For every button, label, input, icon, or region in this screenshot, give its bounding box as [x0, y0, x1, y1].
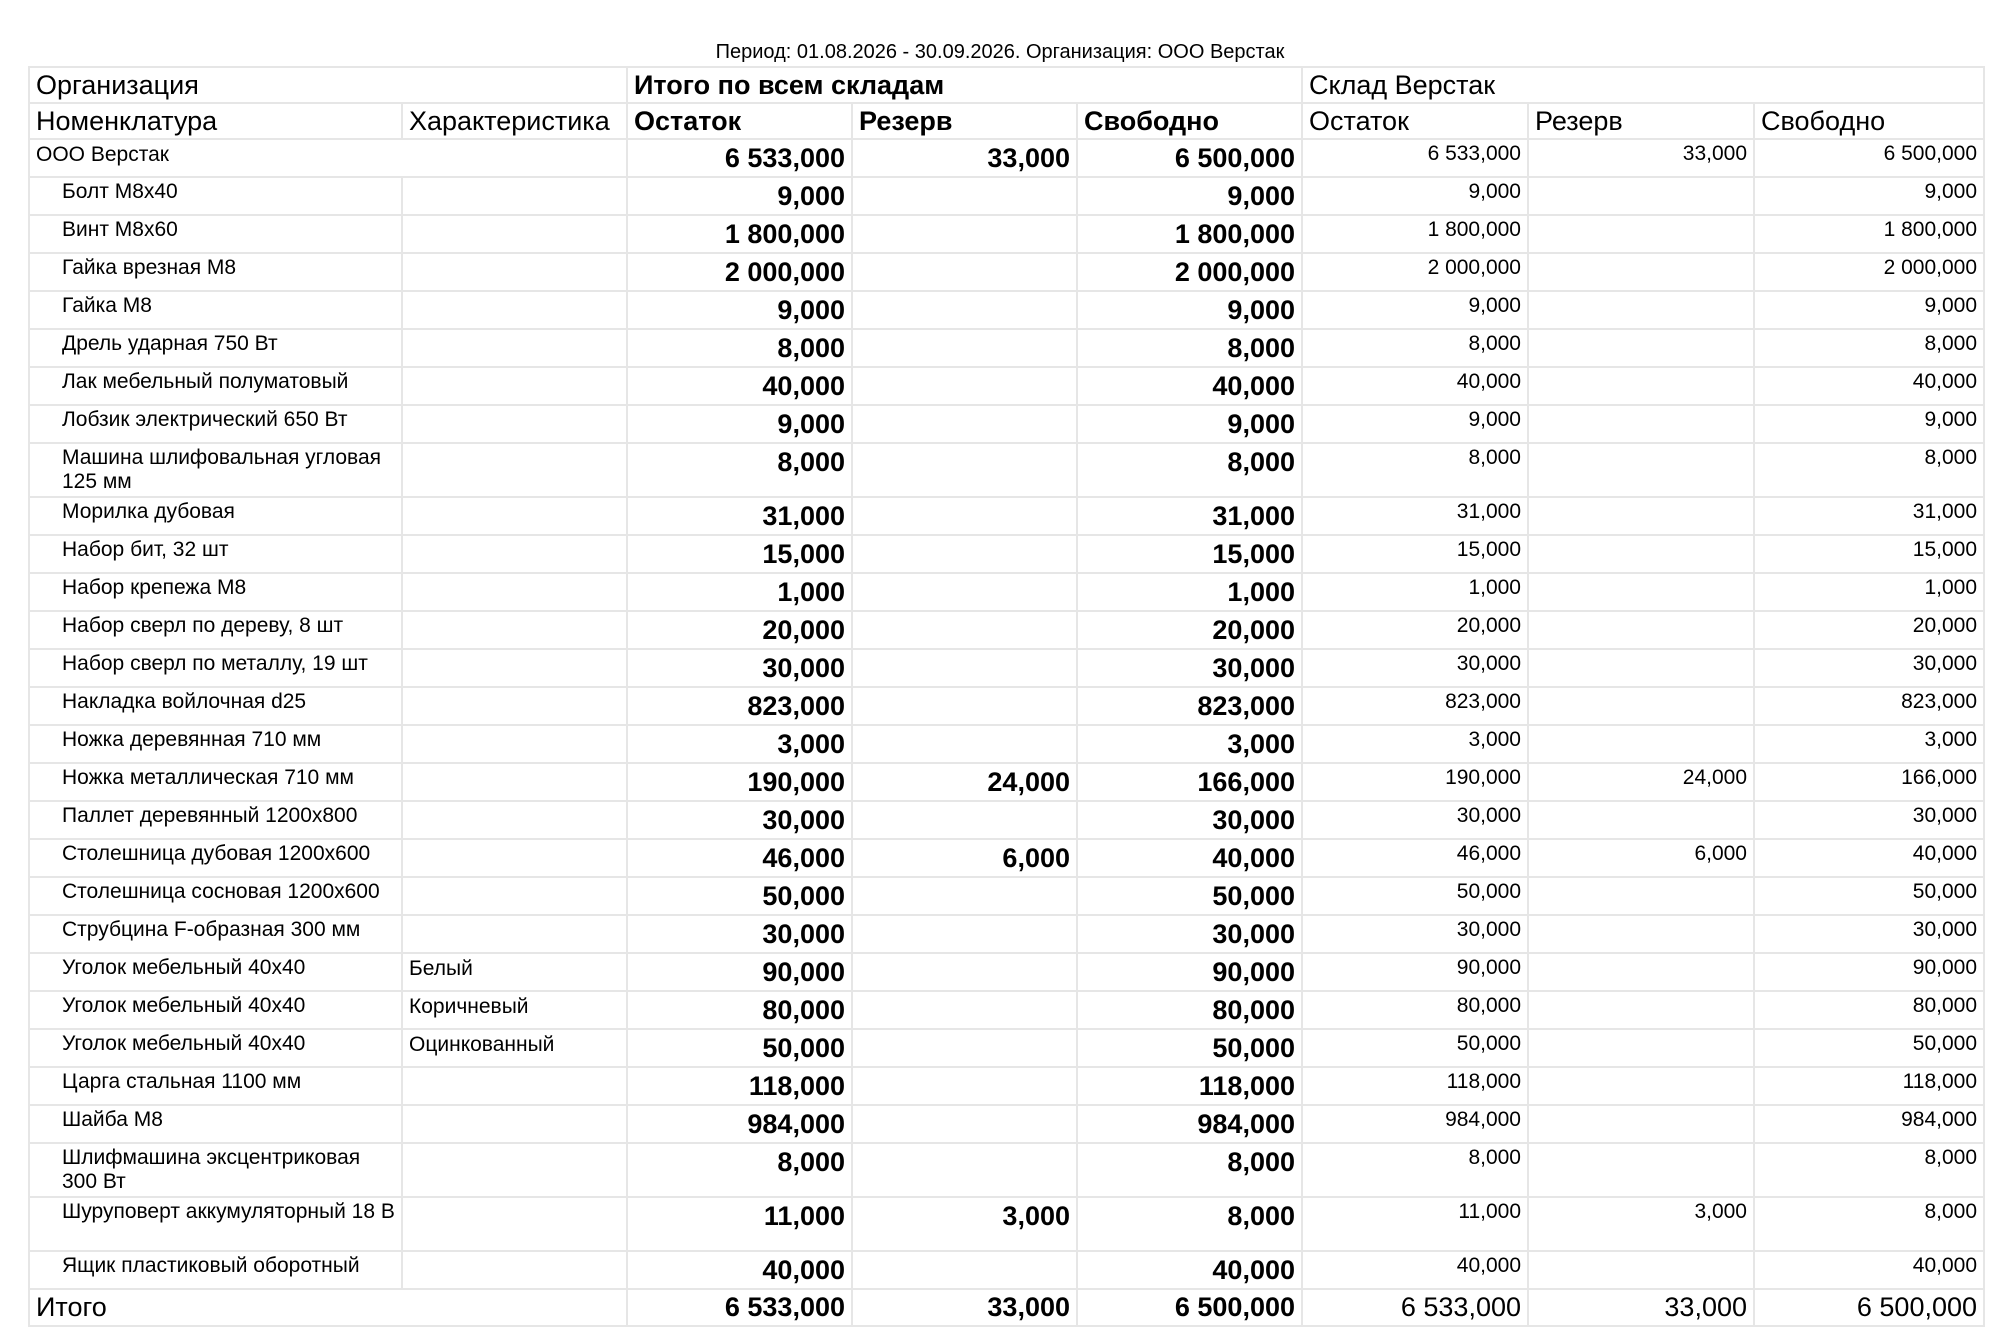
item-free: 8,000: [1077, 1197, 1302, 1251]
item-warehouse-free: 3,000: [1754, 725, 1984, 763]
item-reserve: [852, 1029, 1077, 1067]
col-warehouse-remainder: Остаток: [1302, 103, 1528, 139]
item-free: 823,000: [1077, 687, 1302, 725]
item-characteristic: [402, 725, 627, 763]
item-name: Гайка М8: [29, 291, 402, 329]
item-name: Лак мебельный полуматовый: [29, 367, 402, 405]
item-name: Шайба М8: [29, 1105, 402, 1143]
item-free: 80,000: [1077, 991, 1302, 1029]
item-warehouse-remainder: 11,000: [1302, 1197, 1528, 1251]
item-free: 118,000: [1077, 1067, 1302, 1105]
item-free: 15,000: [1077, 535, 1302, 573]
item-remainder: 40,000: [627, 1251, 852, 1289]
item-reserve: [852, 535, 1077, 573]
total-warehouse-remainder: 6 533,000: [1302, 1289, 1528, 1326]
item-warehouse-free: 40,000: [1754, 839, 1984, 877]
item-characteristic: [402, 915, 627, 953]
item-free: 90,000: [1077, 953, 1302, 991]
item-reserve: [852, 573, 1077, 611]
item-warehouse-free: 15,000: [1754, 535, 1984, 573]
table-row: [29, 443, 1984, 497]
item-free: 30,000: [1077, 915, 1302, 953]
item-warehouse-reserve: [1528, 535, 1754, 573]
item-warehouse-reserve: 24,000: [1528, 763, 1754, 801]
col-group-total-all-warehouses: Итого по всем складам: [627, 67, 1302, 103]
item-name: Уголок мебельный 40х40: [29, 991, 402, 1029]
table-row: [29, 611, 1984, 649]
table-row: [29, 915, 1984, 953]
table-row: [29, 801, 1984, 839]
item-reserve: [852, 497, 1077, 535]
table-row: [29, 535, 1984, 573]
total-warehouse-free: 6 500,000: [1754, 1289, 1984, 1326]
item-warehouse-reserve: [1528, 177, 1754, 215]
table-row: [29, 763, 1984, 801]
item-warehouse-reserve: [1528, 573, 1754, 611]
col-nomenclature: Номенклатура: [29, 103, 402, 139]
item-characteristic: [402, 1143, 627, 1197]
item-remainder: 40,000: [627, 367, 852, 405]
item-free: 166,000: [1077, 763, 1302, 801]
item-remainder: 31,000: [627, 497, 852, 535]
item-free: 8,000: [1077, 1143, 1302, 1197]
item-characteristic: [402, 253, 627, 291]
item-reserve: [852, 405, 1077, 443]
item-warehouse-remainder: 40,000: [1302, 1251, 1528, 1289]
item-warehouse-free: 8,000: [1754, 1143, 1984, 1197]
item-warehouse-free: 20,000: [1754, 611, 1984, 649]
item-reserve: [852, 991, 1077, 1029]
item-reserve: [852, 329, 1077, 367]
item-warehouse-remainder: 9,000: [1302, 405, 1528, 443]
item-warehouse-remainder: 80,000: [1302, 991, 1528, 1029]
item-warehouse-free: 30,000: [1754, 915, 1984, 953]
item-reserve: 6,000: [852, 839, 1077, 877]
table-row: [29, 725, 1984, 763]
item-warehouse-free: 31,000: [1754, 497, 1984, 535]
item-free: 9,000: [1077, 291, 1302, 329]
table-row: [29, 877, 1984, 915]
item-name: Ножка деревянная 710 мм: [29, 725, 402, 763]
item-free: 9,000: [1077, 177, 1302, 215]
item-reserve: [852, 215, 1077, 253]
item-reserve: [852, 915, 1077, 953]
item-warehouse-free: 9,000: [1754, 177, 1984, 215]
item-characteristic: [402, 611, 627, 649]
item-warehouse-reserve: [1528, 1067, 1754, 1105]
item-characteristic: [402, 839, 627, 877]
item-warehouse-free: 50,000: [1754, 877, 1984, 915]
item-warehouse-free: 8,000: [1754, 443, 1984, 497]
item-warehouse-reserve: [1528, 367, 1754, 405]
org-free: 6 500,000: [1077, 139, 1302, 177]
organization-name: ООО Верстак: [29, 139, 627, 177]
item-remainder: 1,000: [627, 573, 852, 611]
item-warehouse-remainder: 40,000: [1302, 367, 1528, 405]
item-characteristic: [402, 535, 627, 573]
table-row: [29, 573, 1984, 611]
item-warehouse-remainder: 984,000: [1302, 1105, 1528, 1143]
table-row: [29, 1029, 1984, 1067]
item-warehouse-remainder: 3,000: [1302, 725, 1528, 763]
item-remainder: 30,000: [627, 801, 852, 839]
item-warehouse-free: 30,000: [1754, 801, 1984, 839]
table-row: [29, 1197, 1984, 1251]
item-free: 40,000: [1077, 367, 1302, 405]
item-warehouse-remainder: 823,000: [1302, 687, 1528, 725]
item-name: Уголок мебельный 40х40: [29, 1029, 402, 1067]
item-remainder: 80,000: [627, 991, 852, 1029]
item-warehouse-reserve: [1528, 405, 1754, 443]
item-warehouse-reserve: [1528, 1251, 1754, 1289]
item-warehouse-remainder: 15,000: [1302, 535, 1528, 573]
item-characteristic: Белый: [402, 953, 627, 991]
item-warehouse-reserve: [1528, 915, 1754, 953]
col-remainder: Остаток: [627, 103, 852, 139]
item-name: Столешница дубовая 1200х600: [29, 839, 402, 877]
col-free: Свободно: [1077, 103, 1302, 139]
item-characteristic: [402, 1067, 627, 1105]
stock-report-table: [28, 66, 1985, 1327]
item-reserve: [852, 687, 1077, 725]
table-row: [29, 1143, 1984, 1197]
total-free: 6 500,000: [1077, 1289, 1302, 1326]
item-warehouse-remainder: 90,000: [1302, 953, 1528, 991]
item-warehouse-reserve: [1528, 497, 1754, 535]
item-characteristic: [402, 687, 627, 725]
item-warehouse-reserve: [1528, 611, 1754, 649]
table-row: [29, 215, 1984, 253]
item-name: Набор сверл по металлу, 19 шт: [29, 649, 402, 687]
col-warehouse-free: Свободно: [1754, 103, 1984, 139]
item-reserve: 3,000: [852, 1197, 1077, 1251]
item-free: 20,000: [1077, 611, 1302, 649]
item-warehouse-reserve: [1528, 687, 1754, 725]
total-label: Итого: [29, 1289, 627, 1326]
col-warehouse-reserve: Резерв: [1528, 103, 1754, 139]
item-free: 3,000: [1077, 725, 1302, 763]
item-warehouse-remainder: 8,000: [1302, 1143, 1528, 1197]
table-row: [29, 177, 1984, 215]
item-remainder: 30,000: [627, 649, 852, 687]
item-remainder: 984,000: [627, 1105, 852, 1143]
item-name: Набор бит, 32 шт: [29, 535, 402, 573]
item-name: Шуруповерт аккумуляторный 18 В: [29, 1197, 402, 1251]
item-remainder: 50,000: [627, 1029, 852, 1067]
item-name: Ножка металлическая 710 мм: [29, 763, 402, 801]
item-name: Набор крепежа М8: [29, 573, 402, 611]
col-group-warehouse: Склад Верстак: [1302, 67, 1984, 103]
item-remainder: 8,000: [627, 443, 852, 497]
item-warehouse-remainder: 1,000: [1302, 573, 1528, 611]
item-characteristic: [402, 1197, 627, 1251]
col-organization: Организация: [29, 67, 627, 103]
item-characteristic: [402, 1251, 627, 1289]
item-warehouse-free: 9,000: [1754, 291, 1984, 329]
item-warehouse-remainder: 20,000: [1302, 611, 1528, 649]
total-row: [29, 1289, 1984, 1326]
item-name: Набор сверл по дереву, 8 шт: [29, 611, 402, 649]
item-reserve: 24,000: [852, 763, 1077, 801]
item-remainder: 9,000: [627, 291, 852, 329]
item-warehouse-remainder: 9,000: [1302, 291, 1528, 329]
item-warehouse-remainder: 31,000: [1302, 497, 1528, 535]
item-reserve: [852, 177, 1077, 215]
item-remainder: 9,000: [627, 405, 852, 443]
item-characteristic: [402, 443, 627, 497]
item-free: 8,000: [1077, 443, 1302, 497]
item-warehouse-reserve: [1528, 329, 1754, 367]
item-warehouse-remainder: 30,000: [1302, 649, 1528, 687]
item-warehouse-reserve: 3,000: [1528, 1197, 1754, 1251]
item-characteristic: [402, 405, 627, 443]
item-warehouse-reserve: [1528, 1105, 1754, 1143]
table-row: [29, 839, 1984, 877]
item-name: Болт М8х40: [29, 177, 402, 215]
item-warehouse-free: 984,000: [1754, 1105, 1984, 1143]
item-remainder: 30,000: [627, 915, 852, 953]
item-remainder: 20,000: [627, 611, 852, 649]
item-name: Морилка дубовая: [29, 497, 402, 535]
item-warehouse-reserve: [1528, 1143, 1754, 1197]
item-free: 40,000: [1077, 1251, 1302, 1289]
item-warehouse-free: 1,000: [1754, 573, 1984, 611]
header-row-2: [29, 103, 1984, 139]
item-reserve: [852, 725, 1077, 763]
item-remainder: 190,000: [627, 763, 852, 801]
organization-row: [29, 139, 1984, 177]
item-warehouse-free: 30,000: [1754, 649, 1984, 687]
item-free: 1,000: [1077, 573, 1302, 611]
item-free: 9,000: [1077, 405, 1302, 443]
item-characteristic: [402, 877, 627, 915]
item-warehouse-free: 8,000: [1754, 1197, 1984, 1251]
item-name: Уголок мебельный 40х40: [29, 953, 402, 991]
report-period-title: Период: 01.08.2026 - 30.09.2026. Организация: ООО Верстак: [715, 41, 1285, 63]
col-characteristic: Характеристика: [402, 103, 627, 139]
item-characteristic: [402, 497, 627, 535]
item-free: 30,000: [1077, 649, 1302, 687]
item-warehouse-reserve: [1528, 253, 1754, 291]
item-characteristic: [402, 367, 627, 405]
item-remainder: 90,000: [627, 953, 852, 991]
item-reserve: [852, 611, 1077, 649]
item-name: Столешница сосновая 1200х600: [29, 877, 402, 915]
item-name: Накладка войлочная d25: [29, 687, 402, 725]
item-warehouse-remainder: 2 000,000: [1302, 253, 1528, 291]
item-warehouse-free: 40,000: [1754, 1251, 1984, 1289]
item-remainder: 118,000: [627, 1067, 852, 1105]
item-name: Лобзик электрический 650 Вт: [29, 405, 402, 443]
table-row: [29, 291, 1984, 329]
item-reserve: [852, 953, 1077, 991]
item-warehouse-reserve: [1528, 1029, 1754, 1067]
item-free: 40,000: [1077, 839, 1302, 877]
total-reserve: 33,000: [852, 1289, 1077, 1326]
item-characteristic: [402, 291, 627, 329]
table-row: [29, 497, 1984, 535]
table-row: [29, 1105, 1984, 1143]
item-free: 2 000,000: [1077, 253, 1302, 291]
item-characteristic: [402, 1105, 627, 1143]
item-warehouse-free: 166,000: [1754, 763, 1984, 801]
item-warehouse-free: 9,000: [1754, 405, 1984, 443]
org-warehouse-reserve: 33,000: [1528, 139, 1754, 177]
item-free: 8,000: [1077, 329, 1302, 367]
item-remainder: 8,000: [627, 1143, 852, 1197]
item-warehouse-remainder: 50,000: [1302, 1029, 1528, 1067]
table-row: [29, 405, 1984, 443]
table-row: [29, 253, 1984, 291]
item-name: Гайка врезная М8: [29, 253, 402, 291]
item-free: 31,000: [1077, 497, 1302, 535]
item-characteristic: Оцинкованный: [402, 1029, 627, 1067]
item-warehouse-reserve: [1528, 215, 1754, 253]
item-remainder: 3,000: [627, 725, 852, 763]
item-name: Царга стальная 1100 мм: [29, 1067, 402, 1105]
item-remainder: 2 000,000: [627, 253, 852, 291]
item-warehouse-free: 823,000: [1754, 687, 1984, 725]
item-reserve: [852, 649, 1077, 687]
item-characteristic: [402, 573, 627, 611]
item-warehouse-remainder: 46,000: [1302, 839, 1528, 877]
org-reserve: 33,000: [852, 139, 1077, 177]
item-free: 50,000: [1077, 877, 1302, 915]
item-warehouse-remainder: 118,000: [1302, 1067, 1528, 1105]
item-free: 984,000: [1077, 1105, 1302, 1143]
item-warehouse-remainder: 30,000: [1302, 915, 1528, 953]
item-reserve: [852, 877, 1077, 915]
item-free: 50,000: [1077, 1029, 1302, 1067]
item-warehouse-free: 80,000: [1754, 991, 1984, 1029]
item-warehouse-reserve: [1528, 801, 1754, 839]
item-warehouse-reserve: [1528, 443, 1754, 497]
item-name: Струбцина F-образная 300 мм: [29, 915, 402, 953]
item-warehouse-remainder: 8,000: [1302, 329, 1528, 367]
item-warehouse-free: 118,000: [1754, 1067, 1984, 1105]
item-warehouse-free: 50,000: [1754, 1029, 1984, 1067]
item-free: 1 800,000: [1077, 215, 1302, 253]
item-warehouse-reserve: [1528, 953, 1754, 991]
item-warehouse-free: 8,000: [1754, 329, 1984, 367]
item-warehouse-reserve: 6,000: [1528, 839, 1754, 877]
item-characteristic: [402, 177, 627, 215]
item-warehouse-remainder: 50,000: [1302, 877, 1528, 915]
item-characteristic: [402, 801, 627, 839]
item-remainder: 8,000: [627, 329, 852, 367]
item-remainder: 50,000: [627, 877, 852, 915]
table-row: [29, 1251, 1984, 1289]
table-row: [29, 649, 1984, 687]
item-warehouse-reserve: [1528, 991, 1754, 1029]
item-warehouse-remainder: 9,000: [1302, 177, 1528, 215]
item-warehouse-remainder: 8,000: [1302, 443, 1528, 497]
item-warehouse-reserve: [1528, 291, 1754, 329]
total-remainder: 6 533,000: [627, 1289, 852, 1326]
item-characteristic: [402, 763, 627, 801]
total-warehouse-reserve: 33,000: [1528, 1289, 1754, 1326]
item-name: Машина шлифовальная угловая 125 мм: [29, 443, 402, 497]
item-reserve: [852, 367, 1077, 405]
item-warehouse-remainder: 190,000: [1302, 763, 1528, 801]
table-row: [29, 1067, 1984, 1105]
item-characteristic: Коричневый: [402, 991, 627, 1029]
item-warehouse-free: 90,000: [1754, 953, 1984, 991]
item-warehouse-remainder: 30,000: [1302, 801, 1528, 839]
item-remainder: 11,000: [627, 1197, 852, 1251]
table-row: [29, 367, 1984, 405]
table-row: [29, 329, 1984, 367]
item-name: Винт М8х60: [29, 215, 402, 253]
item-free: 30,000: [1077, 801, 1302, 839]
item-reserve: [852, 801, 1077, 839]
item-warehouse-remainder: 1 800,000: [1302, 215, 1528, 253]
item-warehouse-reserve: [1528, 725, 1754, 763]
item-reserve: [852, 1251, 1077, 1289]
col-reserve: Резерв: [852, 103, 1077, 139]
item-name: Паллет деревянный 1200х800: [29, 801, 402, 839]
item-remainder: 823,000: [627, 687, 852, 725]
item-remainder: 15,000: [627, 535, 852, 573]
header-row-1: [29, 67, 1984, 103]
org-warehouse-free: 6 500,000: [1754, 139, 1984, 177]
item-remainder: 1 800,000: [627, 215, 852, 253]
table-row: [29, 991, 1984, 1029]
item-warehouse-reserve: [1528, 877, 1754, 915]
item-warehouse-free: 2 000,000: [1754, 253, 1984, 291]
item-remainder: 9,000: [627, 177, 852, 215]
item-reserve: [852, 443, 1077, 497]
item-reserve: [852, 291, 1077, 329]
item-warehouse-free: 40,000: [1754, 367, 1984, 405]
item-reserve: [852, 1105, 1077, 1143]
item-warehouse-reserve: [1528, 649, 1754, 687]
table-row: [29, 687, 1984, 725]
item-reserve: [852, 1143, 1077, 1197]
item-characteristic: [402, 649, 627, 687]
item-reserve: [852, 1067, 1077, 1105]
item-name: Дрель ударная 750 Вт: [29, 329, 402, 367]
item-remainder: 46,000: [627, 839, 852, 877]
item-reserve: [852, 253, 1077, 291]
item-name: Ящик пластиковый оборотный: [29, 1251, 402, 1289]
item-characteristic: [402, 215, 627, 253]
item-warehouse-free: 1 800,000: [1754, 215, 1984, 253]
org-remainder: 6 533,000: [627, 139, 852, 177]
item-name: Шлифмашина эксцентриковая 300 Вт: [29, 1143, 402, 1197]
table-row: [29, 953, 1984, 991]
item-characteristic: [402, 329, 627, 367]
org-warehouse-remainder: 6 533,000: [1302, 139, 1528, 177]
